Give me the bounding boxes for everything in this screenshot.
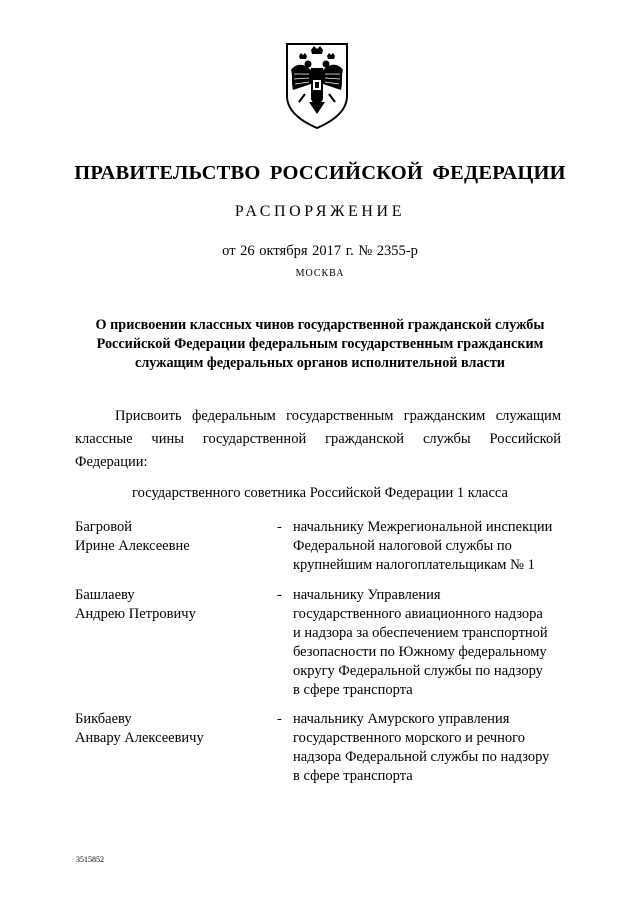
appointee-name xyxy=(75,518,275,556)
entry-dash: - xyxy=(277,711,282,727)
intro-paragraph xyxy=(75,405,561,474)
position-line: в сфере транспорта xyxy=(293,682,413,698)
appointee-surname: Багровой xyxy=(75,519,132,535)
appointee-name xyxy=(75,586,275,624)
appointee-name xyxy=(75,710,275,748)
intro-line: Федерации: xyxy=(75,454,148,470)
entry-dash: - xyxy=(277,587,282,603)
position-line: надзора Федеральной службы по надзору xyxy=(293,749,550,765)
position-line: в сфере транспорта xyxy=(293,768,413,784)
position-line: Федеральной налоговой службы по xyxy=(293,538,512,554)
government-title: ПРАВИТЕЛЬСТВО РОССИЙСКОЙ ФЕДЕРАЦИИ xyxy=(74,162,566,184)
coat-of-arms-icon xyxy=(281,40,353,130)
position-line: и надзора за обеспечением транспортной xyxy=(293,625,548,641)
appointee-given-names: Ирине Алексеевне xyxy=(75,538,190,554)
position-line: государственного авиационного надзора xyxy=(293,606,543,622)
position-line: начальнику Амурского управления xyxy=(293,711,510,727)
document-type: РАСПОРЯЖЕНИЕ xyxy=(234,203,406,220)
appointee-position xyxy=(293,710,583,786)
intro-line: классные чины государственной гражданской службы Российской xyxy=(75,431,561,447)
position-line: начальнику Управления xyxy=(293,587,441,603)
position-line: безопасности по Южному федеральному xyxy=(293,644,547,660)
entry-dash: - xyxy=(277,519,282,535)
position-line: государственного морского и речного xyxy=(293,730,526,746)
position-line: крупнейшим налогоплательщикам № 1 xyxy=(293,557,535,573)
appointee-position xyxy=(293,518,583,575)
appointee-given-names: Андрею Петровичу xyxy=(75,606,196,622)
appointee-position xyxy=(293,586,583,700)
subject-line: О присвоении классных чинов государственной гражданской службы xyxy=(95,317,545,333)
subject-line: Российской Федерации федеральным государственным гражданским xyxy=(96,336,544,352)
appointee-surname: Башлаеву xyxy=(75,587,135,603)
document-city: МОСКВА xyxy=(295,268,345,279)
document-date-number: от 26 октября 2017 г. № 2355-р xyxy=(222,243,418,259)
position-line: округу Федеральной службы по надзору xyxy=(293,663,543,679)
document-code: 3515852 xyxy=(76,855,104,864)
appointee-given-names: Анвару Алексеевичу xyxy=(75,730,204,746)
intro-line: Присвоить федеральным государственным гражданским служащим xyxy=(115,408,561,424)
subject-line: служащим федеральных органов исполнительной власти xyxy=(135,355,505,371)
appointee-surname: Бикбаеву xyxy=(75,711,132,727)
position-line: начальнику Межрегиональной инспекции xyxy=(293,519,553,535)
document-subject xyxy=(60,316,580,373)
rank-heading: государственного советника Российской Федерации 1 класса xyxy=(132,485,508,501)
